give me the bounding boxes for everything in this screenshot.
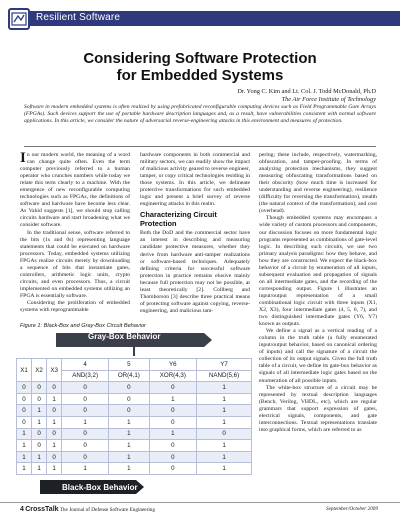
truth-table [16,358,252,475]
table-subheader-cell: AND(3,2) [62,370,109,382]
table-row [17,382,252,394]
table-cell: 0 [47,428,62,440]
table-cell: 0 [62,382,109,394]
table-cell: 1 [32,463,47,475]
table-cell: 1 [17,451,32,463]
table-cell: 1 [197,463,252,475]
paragraph: hardware components in both commercial and military sectors, we can readily show the impact of malicious activity geared to reverse engineer, tamper, or copy critical technologies residing in those systems. In this article, we delineate protective transformations for such embedded logic and present a brief survey of reverse engineering attacks in this realm. [140,152,250,208]
issue-date: September/October 2009 [325,506,378,512]
table-cell: 0 [109,405,149,417]
authors: Dr. Yong C. Kim and Lt. Col. J. Todd McDonald, Ph.D [237,88,376,95]
table-cell: 1 [62,463,109,475]
table-cell: 0 [17,393,32,405]
table-cell: 0 [17,416,32,428]
table-cell: 0 [32,440,47,452]
table-cell: 0 [109,393,149,405]
figure-truth-table [16,330,252,498]
table-cell: 0 [62,428,109,440]
byline [237,88,376,104]
table-cell: 0 [47,451,62,463]
graybox-label: Gray-Box Behavior [88,332,161,341]
table-row [17,416,252,428]
column-2 [140,152,250,315]
blackbox-label: Black-Box Behavior [62,483,138,492]
table-header-cell: X2 [32,359,47,382]
table-cell: 1 [197,416,252,428]
table-row [17,440,252,452]
table-cell: 0 [32,393,47,405]
table-cell: 1 [47,440,62,452]
page-footer [0,502,400,514]
table-cell: 1 [109,451,149,463]
table-row [17,463,252,475]
paragraph: Though embedded systems may encompass a wide variety of custom processors and components, our discussion focuses on more fundamental logic programs represented as combinations of gate-level logic. In describing such circuits, we use two primary analysis paradigms: how they behave, and how they are constructed. We expect the black-box behavior of a circuit by enumeration of all inputs, subsequent evaluation and propagation of signals on all intermediate gates, and the recording of the corresponding output. Figure 1 illustrates an input/output representation of a small combinational logic circuit with three inputs (X1, X2, X3), four intermediate gates (4, 5, 6, 7), and two distinguished intermediate gates (Y6, Y7) known as outputs. [259,215,377,328]
article-title [0,50,400,84]
table-cell: 1 [32,405,47,417]
table-row [17,393,252,405]
table-cell: 1 [47,393,62,405]
figure-caption-text: Black-Box and Gray-Box Circuit Behavior [43,323,146,329]
abstract: Software in modern embedded systems is often realized by using prefabricated reconfigurable computing devices such as Field Programmable Gate Arrays (FPGAs). Such devices support the use of portable hardware description languages and, as a result, have vulnerabilities consistent with normal software applications. In this article, we consider the nature of adversarial reverse-engineering attacks in this environment and measures of protection. [24,104,376,125]
table-subheader-cell: XOR(4,3) [149,370,197,382]
page-number: 4 [20,506,24,513]
paragraph: We define a signal as a vertical reading of a column in the truth table (a fully enumerated input/output behavior, based on canonical ordering of inputs) and call the signature of a circuit the collection of its output signals. Given the full truth table of a circuit, we define its gate-box behavior as signals of all intermediate logic gates based on the enumeration of all possible inputs. [259,328,377,384]
table-cell: 0 [47,382,62,394]
drop-cap: I [20,150,26,166]
table-cell: 0 [149,451,197,463]
table-header-row [17,359,252,371]
paragraph: pering; these include, respectively, watermarking, obfuscation, and tamper-proofing. In terms of analyzing protection mechanisms, they suggest measuring obfuscating transformations based on their obscurity (how much time is increased for understanding and reverse engineering), resilience (difficulty for reversing the transformation), stealth (the natural context of the transformation), and cost (overhead). [259,152,377,215]
column-3 [259,152,377,434]
table-cell: 1 [47,416,62,428]
column-1 [20,152,130,314]
table-cell: 1 [109,463,149,475]
affiliation: The Air Force Institute of Technology [281,96,376,103]
table-cell: 1 [17,428,32,440]
table-cell: 0 [62,451,109,463]
table-cell: 1 [32,416,47,428]
table-cell: 1 [17,463,32,475]
table-cell: 0 [62,440,109,452]
table-cell: 0 [32,428,47,440]
table-subheader-cell: OR(4,1) [109,370,149,382]
table-cell: 0 [47,405,62,417]
table-row [17,451,252,463]
table-header-cell: 5 [109,359,149,371]
journal-logo-icon [8,8,30,30]
table-cell: 1 [62,416,109,428]
table-cell: 1 [197,405,252,417]
table-header-cell: 4 [62,359,109,371]
table-header-cell: X1 [17,359,32,382]
section-name: Resilient Software [36,12,121,23]
table-cell: 1 [197,451,252,463]
paragraph: Both the DoD and the commercial sector have an interest in describing and measuring candidate protective measures, whether they derive from hardware anti-tamper realizations or software-based techniques. Adequately defining criteria for successful software protection in practice remains elusive mainly because full protection may not be possible, at least theoretically [2]. Collberg and Thomborson [3] describe three practical means of protecting software against copying, reverse-engineering, and malicious tam- [140,230,250,314]
section-heading: Characterizing Circuit Protection [140,210,217,228]
table-cell: 0 [149,440,197,452]
table-subheader-cell: NAND(5,6) [197,370,252,382]
table-cell: 1 [109,416,149,428]
table-cell: 1 [149,428,197,440]
paragraph: Considering the proliferation of embedded systems with reprogrammable [20,299,130,314]
table-cell: 1 [149,393,197,405]
journal-brand: CrossTalk [25,506,59,513]
title-line-1: Considering Software Protection [83,50,317,67]
table-cell: 0 [32,382,47,394]
table-header-cell: Y7 [197,359,252,371]
table-cell: 0 [17,405,32,417]
table-cell: 0 [17,382,32,394]
table-cell: 1 [17,440,32,452]
figure-caption-label: Figure 1: [20,323,43,329]
journal-subtitle: The Journal of Defense Software Engineering [59,507,155,513]
table-cell: 0 [109,382,149,394]
figure-caption [20,323,146,329]
table-cell: 1 [197,393,252,405]
table-cell: 0 [149,416,197,428]
paragraph: In the traditional sense, software referred to the bits (1s and 0s) representing language statements that could be executed on hardware processors. Today, embedded systems utilizing FPGAs realize circuits merely by downloading a sequence of bits that instantiate gates, controllers, arithmetic logic units, crypto circuits, and even processors. Thus, a circuit implemented on embedded systems utilizing an FPGA is essentially software. [20,229,130,299]
table-header-cell: Y6 [149,359,197,371]
abstract-rule [24,146,376,147]
table-cell: 1 [32,451,47,463]
table-cell: 1 [109,440,149,452]
table-cell: 0 [149,463,197,475]
table-header-cell: X3 [47,359,62,382]
table-cell: 0 [197,428,252,440]
title-line-2: for Embedded Systems [116,67,284,84]
table-cell: 0 [62,393,109,405]
table-cell: 0 [149,405,197,417]
paragraph [20,152,130,230]
section-banner [0,8,400,30]
table-row [17,405,252,417]
table-cell: 1 [197,440,252,452]
footer-left [20,506,155,513]
paragraph: The white-box structure of a circuit may be represented by textual description languages (Bench, Verilog, VHDL, etc), which are regular grammars that support expression of gates, electrical signals, components, and gate interconnections. Textual representations translate into graphical forms, which are referred to as [259,384,377,433]
paragraph-text: n our modern world, the meaning of a word can change quite often. Even the term computer previously referred to a human operator who crunches numbers while today we relate this term clearly to a machine. With the emergence of new reconfigurable computing technologies such as FPGAs, the definitions of software and hardware have become less clear. As Vahid suggests [1], we should stop calling circuits hardware and start broadening what we consider software. [20,152,130,229]
table-cell: 1 [197,382,252,394]
table-row [17,428,252,440]
table-cell: 1 [47,463,62,475]
table-cell: 1 [109,428,149,440]
table-cell: 0 [62,405,109,417]
table-cell: 0 [149,382,197,394]
